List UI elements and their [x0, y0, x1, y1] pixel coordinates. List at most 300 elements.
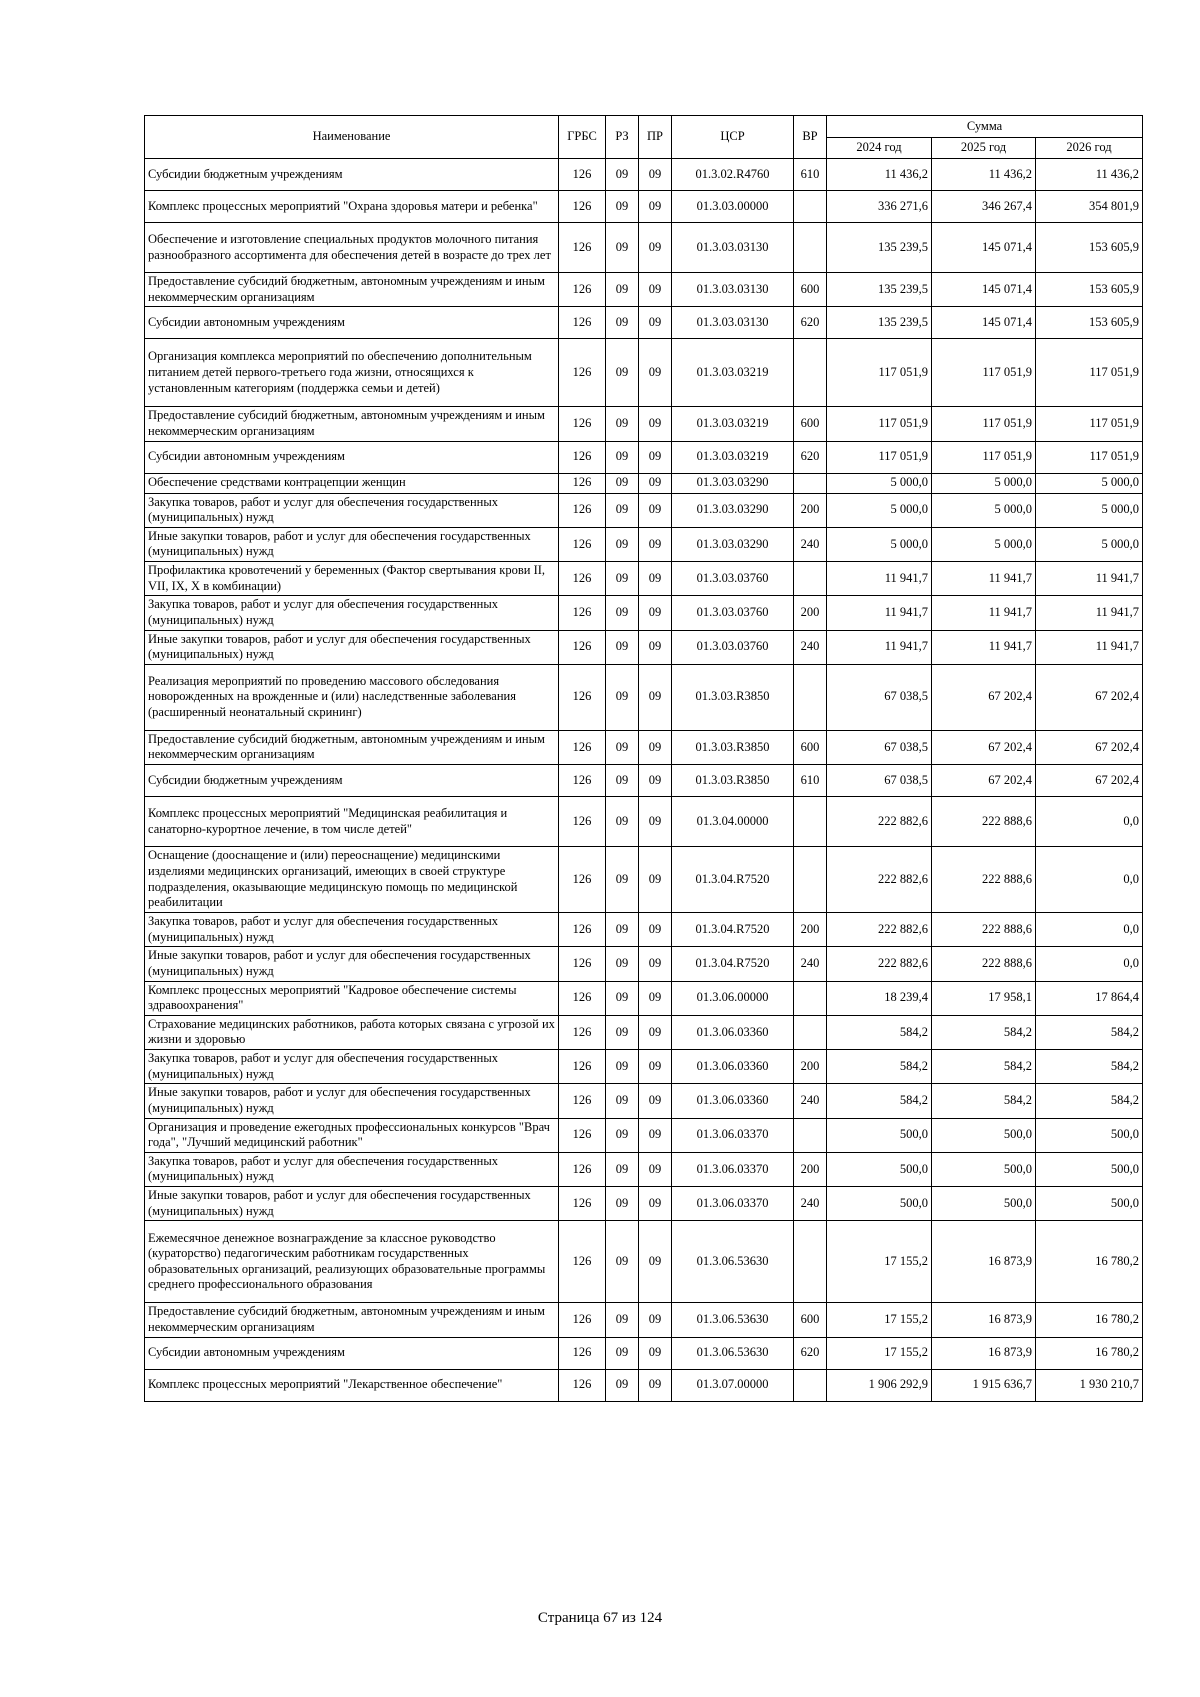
cell-rz: 09	[606, 847, 639, 913]
cell-rz: 09	[606, 191, 639, 223]
cell-name: Обеспечение и изготовление специальных продуктов молочного питания разнообразного ассортимента для обеспечения детей в возрасте до трех лет	[145, 223, 559, 273]
cell-rz: 09	[606, 947, 639, 981]
cell-amount-2024: 135 239,5	[827, 307, 932, 339]
cell-name: Закупка товаров, работ и услуг для обеспечения государственных (муниципальных) нужд	[145, 913, 559, 947]
cell-pr: 09	[639, 913, 672, 947]
cell-grbs: 126	[559, 630, 606, 664]
cell-name: Субсидии автономным учреждениям	[145, 441, 559, 473]
cell-amount-2025: 16 873,9	[932, 1221, 1036, 1303]
header-vr: ВР	[794, 116, 827, 159]
table-row	[145, 441, 1143, 473]
cell-pr: 09	[639, 1221, 672, 1303]
cell-amount-2025: 117 051,9	[932, 407, 1036, 441]
cell-csr: 01.3.04.R7520	[672, 847, 794, 913]
cell-grbs: 126	[559, 913, 606, 947]
cell-amount-2024: 18 239,4	[827, 981, 932, 1015]
cell-amount-2024: 222 882,6	[827, 847, 932, 913]
cell-rz: 09	[606, 596, 639, 630]
cell-grbs: 126	[559, 1118, 606, 1152]
cell-csr: 01.3.06.00000	[672, 981, 794, 1015]
cell-csr: 01.3.04.00000	[672, 797, 794, 847]
cell-name: Комплекс процессных мероприятий "Охрана здоровья матери и ребенка"	[145, 191, 559, 223]
cell-vr: 610	[794, 765, 827, 797]
cell-name: Иные закупки товаров, работ и услуг для обеспечения государственных (муниципальных) нужд	[145, 527, 559, 561]
cell-amount-2025: 11 941,7	[932, 562, 1036, 596]
cell-amount-2026: 0,0	[1036, 847, 1143, 913]
cell-name: Предоставление субсидий бюджетным, автономным учреждениям и иным некоммерческим организациям	[145, 1303, 559, 1337]
cell-amount-2024: 222 882,6	[827, 947, 932, 981]
cell-rz: 09	[606, 730, 639, 764]
cell-amount-2024: 5 000,0	[827, 493, 932, 527]
cell-amount-2025: 222 888,6	[932, 847, 1036, 913]
cell-name: Комплекс процессных мероприятий "Медицинская реабилитация и санаторно-курортное лечение, в том числе детей"	[145, 797, 559, 847]
cell-grbs: 126	[559, 1084, 606, 1118]
cell-amount-2026: 5 000,0	[1036, 527, 1143, 561]
cell-grbs: 126	[559, 1303, 606, 1337]
cell-csr: 01.3.03.R3850	[672, 730, 794, 764]
cell-csr: 01.3.03.03130	[672, 273, 794, 307]
cell-pr: 09	[639, 1118, 672, 1152]
cell-csr: 01.3.06.03360	[672, 1015, 794, 1049]
cell-amount-2025: 11 941,7	[932, 596, 1036, 630]
cell-grbs: 126	[559, 664, 606, 730]
cell-name: Организация и проведение ежегодных профессиональных конкурсов "Врач года", "Лучший медицинский работник"	[145, 1118, 559, 1152]
cell-amount-2025: 11 941,7	[932, 630, 1036, 664]
cell-pr: 09	[639, 1152, 672, 1186]
cell-name: Субсидии автономным учреждениям	[145, 1337, 559, 1369]
cell-pr: 09	[639, 730, 672, 764]
table-row	[145, 1221, 1143, 1303]
cell-name: Профилактика кровотечений у беременных (Фактор свертывания крови II, VII, IX, X в комбинации)	[145, 562, 559, 596]
cell-csr: 01.3.06.03370	[672, 1118, 794, 1152]
cell-pr: 09	[639, 339, 672, 407]
cell-amount-2024: 67 038,5	[827, 664, 932, 730]
table-row	[145, 562, 1143, 596]
header-sum: Сумма	[827, 116, 1143, 138]
table-row	[145, 223, 1143, 273]
cell-name: Субсидии автономным учреждениям	[145, 307, 559, 339]
page-number: Страница 67 из 124	[537, 1610, 663, 1626]
table-header	[145, 116, 1143, 159]
cell-csr: 01.3.03.00000	[672, 191, 794, 223]
cell-grbs: 126	[559, 562, 606, 596]
cell-rz: 09	[606, 407, 639, 441]
cell-amount-2025: 67 202,4	[932, 765, 1036, 797]
cell-name: Предоставление субсидий бюджетным, автономным учреждениям и иным некоммерческим организациям	[145, 730, 559, 764]
table-row	[145, 947, 1143, 981]
cell-amount-2024: 5 000,0	[827, 473, 932, 493]
cell-amount-2024: 17 155,2	[827, 1337, 932, 1369]
cell-vr	[794, 1369, 827, 1401]
cell-amount-2025: 145 071,4	[932, 223, 1036, 273]
cell-pr: 09	[639, 273, 672, 307]
cell-amount-2025: 584,2	[932, 1015, 1036, 1049]
cell-amount-2026: 0,0	[1036, 947, 1143, 981]
cell-csr: 01.3.06.03360	[672, 1050, 794, 1084]
cell-amount-2025: 584,2	[932, 1050, 1036, 1084]
cell-pr: 09	[639, 1015, 672, 1049]
cell-amount-2025: 500,0	[932, 1152, 1036, 1186]
cell-pr: 09	[639, 473, 672, 493]
cell-amount-2025: 222 888,6	[932, 947, 1036, 981]
cell-pr: 09	[639, 441, 672, 473]
table-row	[145, 1015, 1143, 1049]
cell-rz: 09	[606, 1015, 639, 1049]
table-body	[145, 159, 1143, 1402]
cell-pr: 09	[639, 1337, 672, 1369]
cell-vr	[794, 981, 827, 1015]
cell-vr: 600	[794, 730, 827, 764]
cell-vr: 610	[794, 159, 827, 191]
cell-amount-2026: 17 864,4	[1036, 981, 1143, 1015]
cell-rz: 09	[606, 1118, 639, 1152]
cell-amount-2024: 500,0	[827, 1152, 932, 1186]
cell-amount-2025: 16 873,9	[932, 1303, 1036, 1337]
cell-rz: 09	[606, 1050, 639, 1084]
table-row	[145, 159, 1143, 191]
cell-vr: 200	[794, 1152, 827, 1186]
cell-amount-2025: 11 436,2	[932, 159, 1036, 191]
cell-rz: 09	[606, 473, 639, 493]
cell-amount-2024: 17 155,2	[827, 1221, 932, 1303]
cell-grbs: 126	[559, 847, 606, 913]
cell-pr: 09	[639, 307, 672, 339]
cell-rz: 09	[606, 441, 639, 473]
cell-vr	[794, 473, 827, 493]
cell-grbs: 126	[559, 223, 606, 273]
cell-amount-2025: 5 000,0	[932, 493, 1036, 527]
table-row	[145, 473, 1143, 493]
table-row	[145, 307, 1143, 339]
table-row	[145, 1369, 1143, 1401]
cell-name: Иные закупки товаров, работ и услуг для обеспечения государственных (муниципальных) нужд	[145, 1187, 559, 1221]
cell-amount-2025: 145 071,4	[932, 273, 1036, 307]
table-row	[145, 273, 1143, 307]
cell-csr: 01.3.03.03290	[672, 473, 794, 493]
table-row	[145, 630, 1143, 664]
cell-amount-2026: 0,0	[1036, 797, 1143, 847]
cell-amount-2024: 11 941,7	[827, 596, 932, 630]
cell-amount-2025: 222 888,6	[932, 797, 1036, 847]
cell-amount-2026: 153 605,9	[1036, 273, 1143, 307]
cell-vr	[794, 1015, 827, 1049]
cell-amount-2025: 222 888,6	[932, 913, 1036, 947]
cell-pr: 09	[639, 1084, 672, 1118]
cell-pr: 09	[639, 191, 672, 223]
cell-name: Субсидии бюджетным учреждениям	[145, 765, 559, 797]
cell-pr: 09	[639, 527, 672, 561]
table-row	[145, 1337, 1143, 1369]
cell-csr: 01.3.03.R3850	[672, 664, 794, 730]
cell-csr: 01.3.02.R4760	[672, 159, 794, 191]
cell-grbs: 126	[559, 1050, 606, 1084]
cell-vr: 620	[794, 307, 827, 339]
cell-vr: 620	[794, 1337, 827, 1369]
cell-amount-2024: 17 155,2	[827, 1303, 932, 1337]
table-row	[145, 339, 1143, 407]
table-row	[145, 1084, 1143, 1118]
cell-rz: 09	[606, 1303, 639, 1337]
cell-name: Страхование медицинских работников, работа которых связана с угрозой их жизни и здоровью	[145, 1015, 559, 1049]
cell-pr: 09	[639, 223, 672, 273]
cell-vr: 200	[794, 913, 827, 947]
cell-rz: 09	[606, 1084, 639, 1118]
cell-amount-2026: 0,0	[1036, 913, 1143, 947]
cell-amount-2024: 67 038,5	[827, 730, 932, 764]
cell-name: Организация комплекса мероприятий по обеспечению дополнительным питанием детей первого-третьего года жизни, относящихся к установленным категориям (поддержка семьи и детей)	[145, 339, 559, 407]
cell-amount-2024: 1 906 292,9	[827, 1369, 932, 1401]
cell-name: Предоставление субсидий бюджетным, автономным учреждениям и иным некоммерческим организациям	[145, 273, 559, 307]
cell-rz: 09	[606, 765, 639, 797]
cell-csr: 01.3.03.R3850	[672, 765, 794, 797]
cell-grbs: 126	[559, 273, 606, 307]
cell-grbs: 126	[559, 1187, 606, 1221]
cell-amount-2026: 500,0	[1036, 1187, 1143, 1221]
cell-amount-2025: 16 873,9	[932, 1337, 1036, 1369]
cell-amount-2025: 17 958,1	[932, 981, 1036, 1015]
cell-csr: 01.3.06.53630	[672, 1303, 794, 1337]
cell-amount-2025: 1 915 636,7	[932, 1369, 1036, 1401]
cell-grbs: 126	[559, 473, 606, 493]
cell-amount-2026: 67 202,4	[1036, 730, 1143, 764]
cell-vr: 200	[794, 596, 827, 630]
cell-grbs: 126	[559, 1152, 606, 1186]
cell-amount-2026: 117 051,9	[1036, 339, 1143, 407]
cell-rz: 09	[606, 562, 639, 596]
cell-amount-2024: 117 051,9	[827, 339, 932, 407]
cell-vr: 600	[794, 273, 827, 307]
cell-csr: 01.3.03.03219	[672, 407, 794, 441]
cell-vr: 240	[794, 527, 827, 561]
cell-amount-2024: 5 000,0	[827, 527, 932, 561]
header-name: Наименование	[145, 116, 559, 159]
cell-amount-2026: 67 202,4	[1036, 664, 1143, 730]
cell-csr: 01.3.03.03760	[672, 630, 794, 664]
cell-pr: 09	[639, 493, 672, 527]
cell-rz: 09	[606, 307, 639, 339]
cell-vr	[794, 223, 827, 273]
cell-vr: 200	[794, 493, 827, 527]
cell-name: Обеспечение средствами контрацепции женщин	[145, 473, 559, 493]
cell-grbs: 126	[559, 1369, 606, 1401]
cell-rz: 09	[606, 797, 639, 847]
cell-vr	[794, 562, 827, 596]
cell-amount-2024: 500,0	[827, 1187, 932, 1221]
cell-pr: 09	[639, 630, 672, 664]
cell-amount-2025: 5 000,0	[932, 473, 1036, 493]
cell-csr: 01.3.03.03219	[672, 441, 794, 473]
cell-vr: 600	[794, 407, 827, 441]
cell-amount-2024: 67 038,5	[827, 765, 932, 797]
cell-csr: 01.3.04.R7520	[672, 913, 794, 947]
cell-grbs: 126	[559, 191, 606, 223]
table-row	[145, 1187, 1143, 1221]
cell-amount-2026: 153 605,9	[1036, 307, 1143, 339]
cell-vr: 600	[794, 1303, 827, 1337]
cell-grbs: 126	[559, 1015, 606, 1049]
cell-rz: 09	[606, 1152, 639, 1186]
table-row	[145, 1118, 1143, 1152]
cell-pr: 09	[639, 797, 672, 847]
cell-grbs: 126	[559, 947, 606, 981]
header-pr: ПР	[639, 116, 672, 159]
cell-pr: 09	[639, 159, 672, 191]
cell-amount-2024: 500,0	[827, 1118, 932, 1152]
cell-rz: 09	[606, 913, 639, 947]
cell-amount-2026: 11 941,7	[1036, 596, 1143, 630]
cell-amount-2024: 584,2	[827, 1084, 932, 1118]
cell-rz: 09	[606, 1369, 639, 1401]
cell-name: Закупка товаров, работ и услуг для обеспечения государственных (муниципальных) нужд	[145, 1050, 559, 1084]
table-row	[145, 1152, 1143, 1186]
table-row	[145, 765, 1143, 797]
cell-pr: 09	[639, 1187, 672, 1221]
cell-pr: 09	[639, 596, 672, 630]
table-row	[145, 1050, 1143, 1084]
cell-vr: 240	[794, 630, 827, 664]
cell-amount-2026: 1 930 210,7	[1036, 1369, 1143, 1401]
header-year-2025: 2025 год	[932, 138, 1036, 159]
cell-pr: 09	[639, 562, 672, 596]
cell-vr: 240	[794, 1084, 827, 1118]
cell-amount-2025: 584,2	[932, 1084, 1036, 1118]
cell-amount-2026: 11 941,7	[1036, 562, 1143, 596]
cell-amount-2025: 500,0	[932, 1187, 1036, 1221]
cell-amount-2024: 222 882,6	[827, 797, 932, 847]
cell-name: Оснащение (дооснащение и (или) переоснащение) медицинскими изделиями медицинских организаций, имеющих в своей структуре подразделения, оказывающие медицинскую помощь по медицинской реабилитации	[145, 847, 559, 913]
cell-vr: 240	[794, 1187, 827, 1221]
cell-amount-2026: 584,2	[1036, 1050, 1143, 1084]
cell-name: Субсидии бюджетным учреждениям	[145, 159, 559, 191]
cell-amount-2025: 117 051,9	[932, 441, 1036, 473]
cell-amount-2026: 354 801,9	[1036, 191, 1143, 223]
cell-amount-2026: 117 051,9	[1036, 407, 1143, 441]
cell-pr: 09	[639, 981, 672, 1015]
cell-name: Закупка товаров, работ и услуг для обеспечения государственных (муниципальных) нужд	[145, 1152, 559, 1186]
table-row	[145, 664, 1143, 730]
cell-csr: 01.3.03.03130	[672, 223, 794, 273]
cell-vr	[794, 847, 827, 913]
cell-pr: 09	[639, 847, 672, 913]
cell-amount-2024: 584,2	[827, 1015, 932, 1049]
cell-csr: 01.3.03.03290	[672, 493, 794, 527]
cell-amount-2024: 117 051,9	[827, 407, 932, 441]
cell-csr: 01.3.06.53630	[672, 1221, 794, 1303]
cell-rz: 09	[606, 493, 639, 527]
cell-rz: 09	[606, 159, 639, 191]
cell-csr: 01.3.06.53630	[672, 1337, 794, 1369]
cell-vr	[794, 191, 827, 223]
table-row	[145, 913, 1143, 947]
cell-rz: 09	[606, 1337, 639, 1369]
cell-amount-2024: 222 882,6	[827, 913, 932, 947]
cell-pr: 09	[639, 664, 672, 730]
cell-csr: 01.3.07.00000	[672, 1369, 794, 1401]
cell-name: Комплекс процессных мероприятий "Лекарственное обеспечение"	[145, 1369, 559, 1401]
cell-amount-2025: 346 267,4	[932, 191, 1036, 223]
header-csr: ЦСР	[672, 116, 794, 159]
cell-amount-2026: 16 780,2	[1036, 1303, 1143, 1337]
cell-amount-2024: 117 051,9	[827, 441, 932, 473]
table-row	[145, 493, 1143, 527]
cell-amount-2026: 11 436,2	[1036, 159, 1143, 191]
cell-grbs: 126	[559, 339, 606, 407]
cell-amount-2024: 135 239,5	[827, 273, 932, 307]
cell-rz: 09	[606, 981, 639, 1015]
cell-vr	[794, 339, 827, 407]
cell-grbs: 126	[559, 407, 606, 441]
cell-vr: 240	[794, 947, 827, 981]
cell-pr: 09	[639, 1050, 672, 1084]
cell-vr	[794, 797, 827, 847]
cell-rz: 09	[606, 273, 639, 307]
table-row	[145, 730, 1143, 764]
header-rz: РЗ	[606, 116, 639, 159]
cell-csr: 01.3.03.03760	[672, 562, 794, 596]
cell-rz: 09	[606, 664, 639, 730]
cell-pr: 09	[639, 947, 672, 981]
budget-table	[144, 115, 1143, 1402]
cell-pr: 09	[639, 407, 672, 441]
cell-name: Закупка товаров, работ и услуг для обеспечения государственных (муниципальных) нужд	[145, 493, 559, 527]
cell-amount-2024: 11 941,7	[827, 630, 932, 664]
table-row	[145, 596, 1143, 630]
cell-amount-2025: 67 202,4	[932, 664, 1036, 730]
cell-name: Иные закупки товаров, работ и услуг для обеспечения государственных (муниципальных) нужд	[145, 1084, 559, 1118]
cell-grbs: 126	[559, 797, 606, 847]
cell-vr	[794, 664, 827, 730]
cell-amount-2026: 584,2	[1036, 1084, 1143, 1118]
cell-grbs: 126	[559, 441, 606, 473]
cell-name: Закупка товаров, работ и услуг для обеспечения государственных (муниципальных) нужд	[145, 596, 559, 630]
cell-name: Ежемесячное денежное вознаграждение за классное руководство (кураторство) педагогическим работникам государственных образовательных организаций, реализующих образовательные программы среднего профессионального образования	[145, 1221, 559, 1303]
cell-amount-2026: 117 051,9	[1036, 441, 1143, 473]
cell-rz: 09	[606, 1187, 639, 1221]
cell-name: Комплекс процессных мероприятий "Кадровое обеспечение системы здравоохранения"	[145, 981, 559, 1015]
cell-amount-2025: 145 071,4	[932, 307, 1036, 339]
cell-csr: 01.3.03.03760	[672, 596, 794, 630]
cell-grbs: 126	[559, 493, 606, 527]
cell-rz: 09	[606, 339, 639, 407]
cell-amount-2026: 5 000,0	[1036, 473, 1143, 493]
cell-name: Реализация мероприятий по проведению массового обследования новорожденных на врожденные и (или) наследственные заболевания (расширенный неонатальный скрининг)	[145, 664, 559, 730]
cell-csr: 01.3.03.03130	[672, 307, 794, 339]
table-row	[145, 797, 1143, 847]
cell-amount-2025: 117 051,9	[932, 339, 1036, 407]
table-row	[145, 981, 1143, 1015]
cell-amount-2024: 584,2	[827, 1050, 932, 1084]
table-row	[145, 1303, 1143, 1337]
cell-grbs: 126	[559, 527, 606, 561]
cell-grbs: 126	[559, 765, 606, 797]
cell-rz: 09	[606, 1221, 639, 1303]
cell-grbs: 126	[559, 159, 606, 191]
cell-name: Иные закупки товаров, работ и услуг для обеспечения государственных (муниципальных) нужд	[145, 947, 559, 981]
cell-csr: 01.3.06.03370	[672, 1152, 794, 1186]
cell-vr: 200	[794, 1050, 827, 1084]
cell-csr: 01.3.03.03219	[672, 339, 794, 407]
cell-csr: 01.3.04.R7520	[672, 947, 794, 981]
cell-amount-2026: 500,0	[1036, 1118, 1143, 1152]
cell-grbs: 126	[559, 730, 606, 764]
cell-vr	[794, 1118, 827, 1152]
cell-grbs: 126	[559, 981, 606, 1015]
header-year-2024: 2024 год	[827, 138, 932, 159]
table-row	[145, 191, 1143, 223]
cell-vr	[794, 1221, 827, 1303]
cell-amount-2024: 11 941,7	[827, 562, 932, 596]
cell-grbs: 126	[559, 1337, 606, 1369]
